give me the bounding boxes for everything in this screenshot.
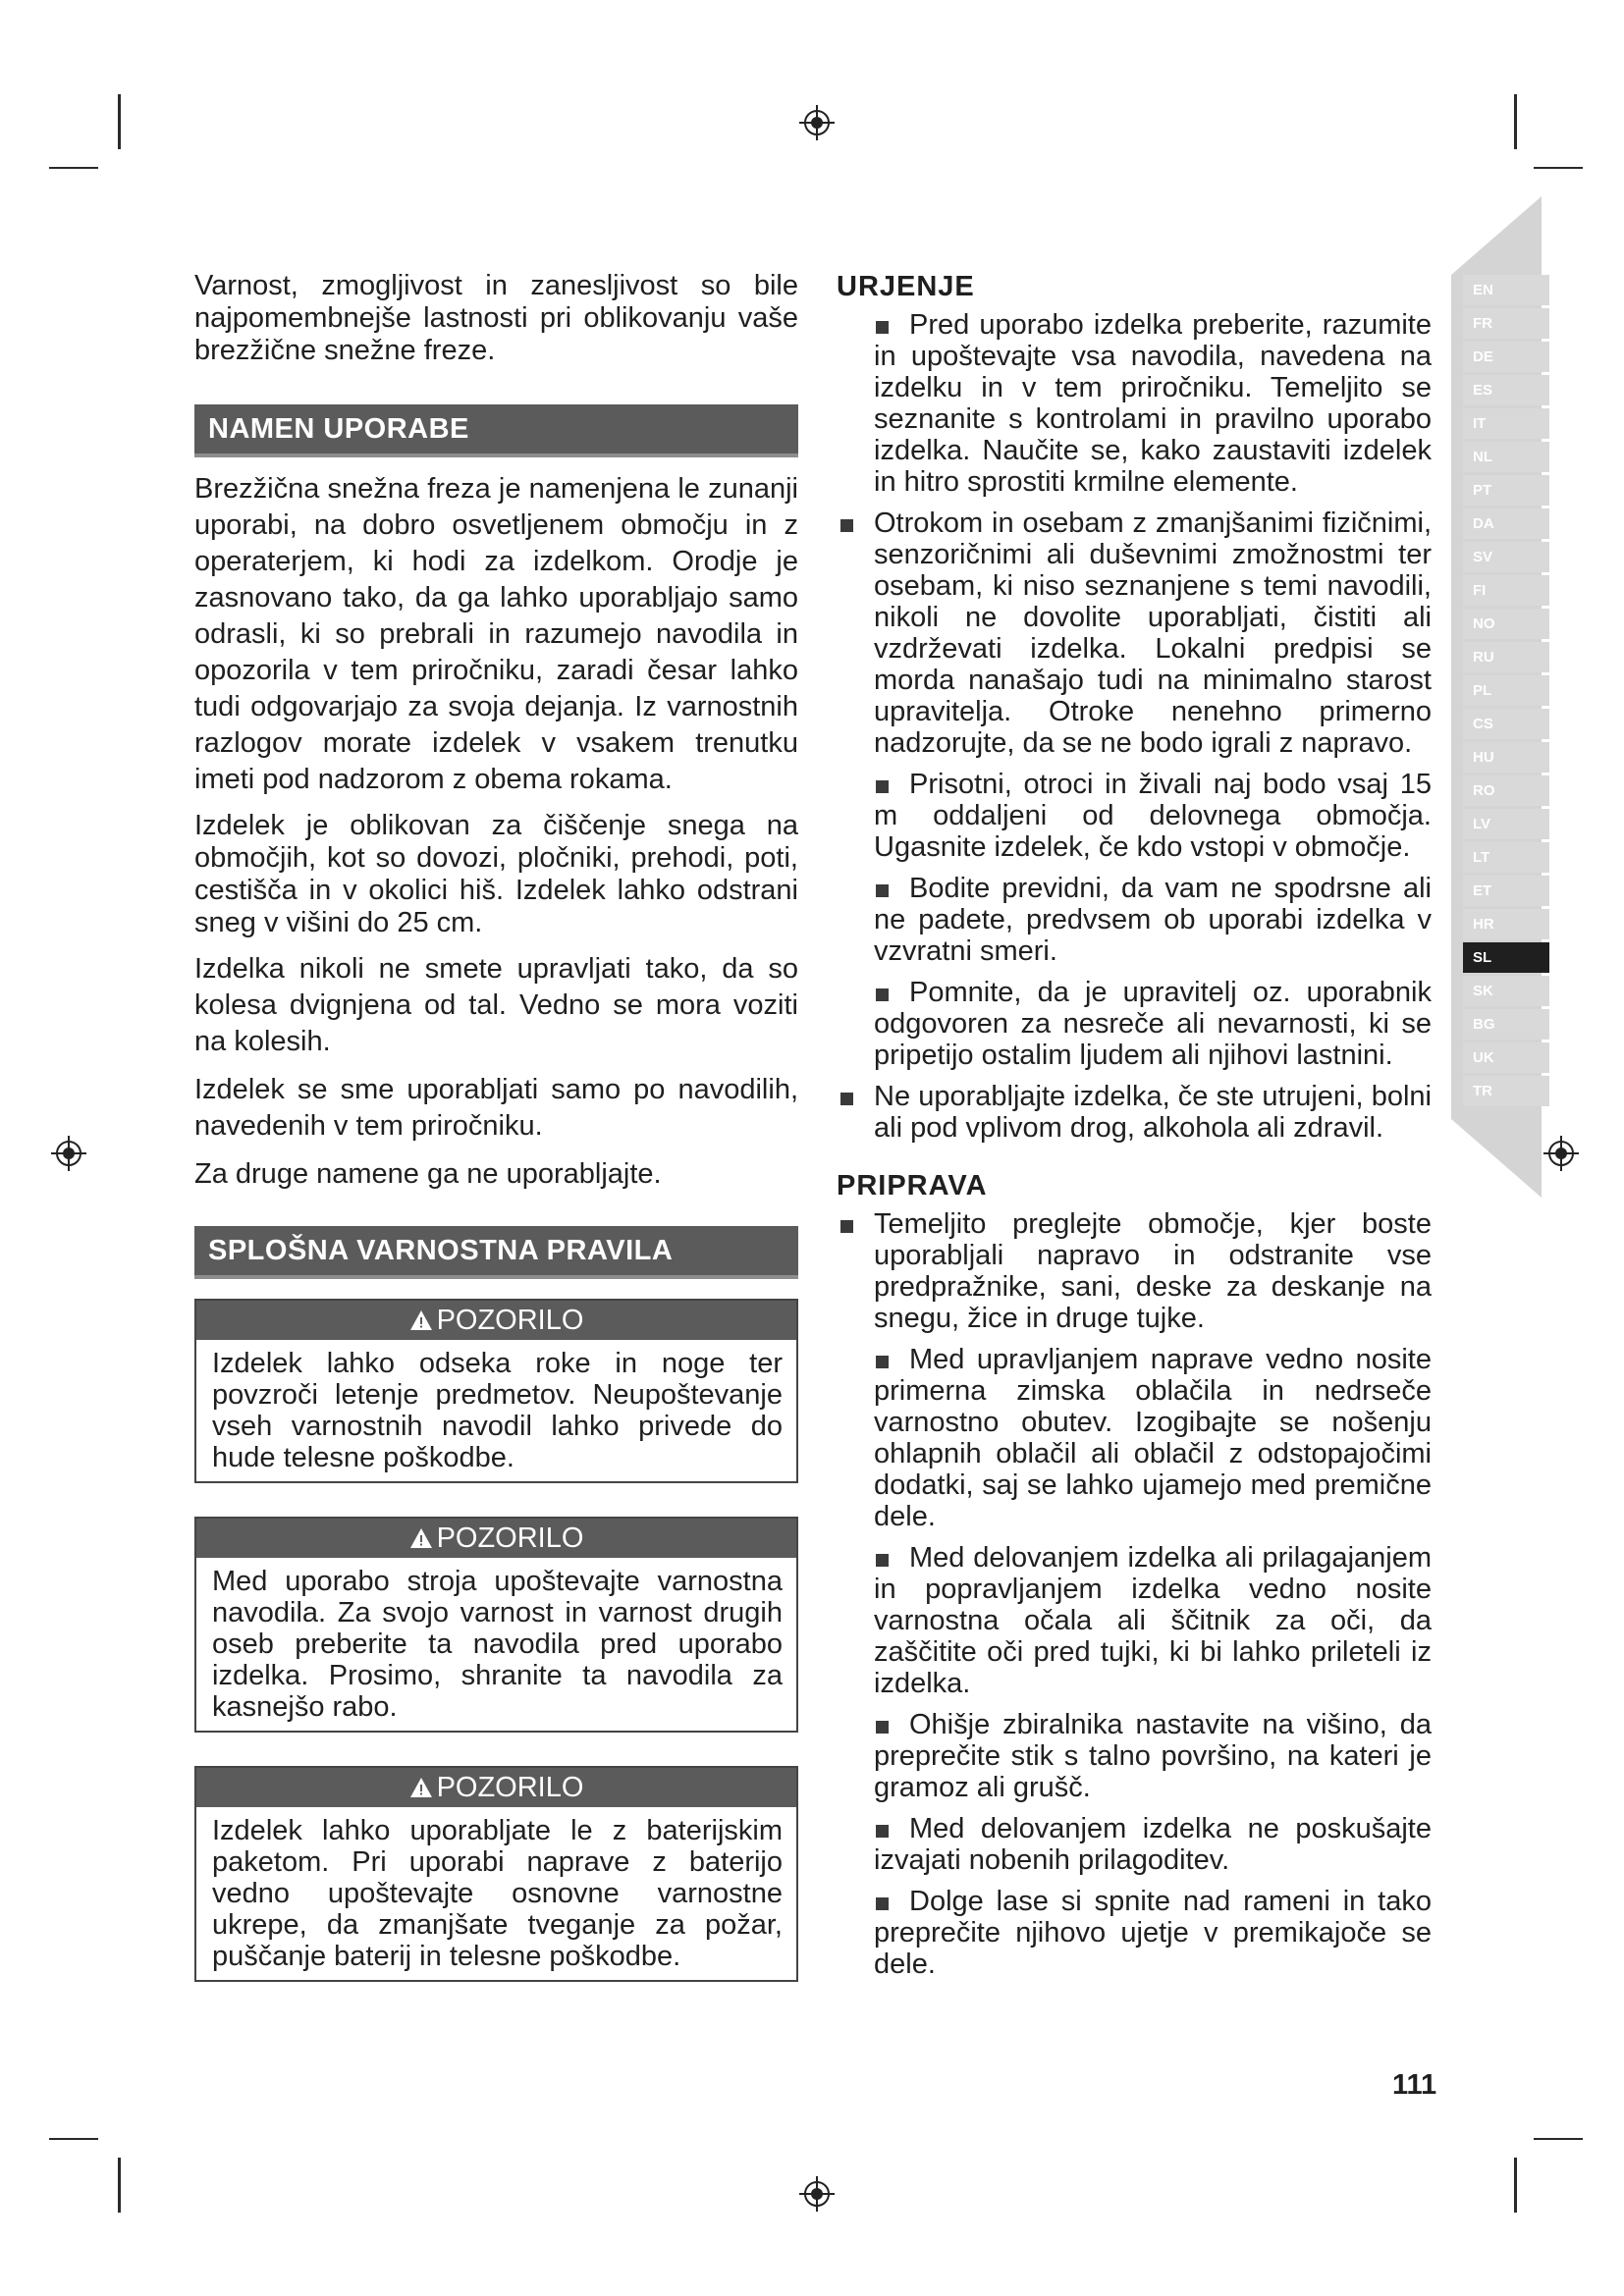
bullet-square-icon [876,1825,889,1838]
language-tab-de[interactable]: DE [1463,342,1549,372]
warning-label: POZORILO [436,1522,584,1554]
list-item [837,1886,1443,1980]
language-tab-it[interactable]: IT [1463,408,1549,439]
language-tab-pl[interactable]: PL [1463,675,1549,706]
crop-mark [1514,2158,1517,2213]
paragraph: Za druge namene ga ne uporabljajte. [194,1158,662,1190]
section-title-namen-uporabe: NAMEN UPORABE [194,404,798,457]
list-item-text: Bodite previdni, da vam ne spodrsne ali ne padete, predvsem ob uporabi izdelka v vzvratni smeri. [874,873,1432,967]
language-tab-lv[interactable]: LV [1463,809,1549,839]
crop-mark [118,2158,121,2213]
paragraph: Brezžična snežna freza je namenjena le zunanji uporabi, na dobro osvetljenem območju in z operaterjem, ki hodi za izdelkom. Orodje je zasnovano tako, da ga lahko uporabljajo samo odrasli, ki so prebrali in razumejo navodila in opozorila v tem priročniku, zaradi česar lahko tudi odgovarjajo za svoja dejanja. Iz varnostnih razlogov morate izdelek v vsakem trenutku imeti pod nadzorom z obema rokama. [194,473,798,795]
warning-header [196,1519,796,1558]
paragraph: Izdelek se sme uporabljati samo po navodilih, navedenih v tem priročniku. [194,1074,798,1142]
list-item [837,507,1443,759]
registration-mark-icon [797,103,837,142]
warning-header [196,1301,796,1340]
crop-mark [118,94,121,149]
language-tab-et[interactable]: ET [1463,876,1549,906]
subheading-urjenje: URJENJE [837,271,975,302]
warning-label: POZORILO [436,1772,584,1803]
crop-mark [49,167,98,169]
warning-box [194,1766,798,1982]
list-item [837,1081,1443,1144]
language-tab-tr[interactable]: TR [1463,1076,1549,1106]
language-tab-bg[interactable]: BG [1463,1009,1549,1040]
bullet-square-icon [840,1093,853,1105]
language-tab-cs[interactable]: CS [1463,709,1549,739]
bullet-square-icon [876,1554,889,1567]
list-item-text: Ohišje zbiralnika nastavite na višino, da preprečite stik s talno površino, na kateri je gramoz ali grušč. [874,1709,1432,1803]
subheading-priprava: PRIPRAVA [837,1170,988,1201]
list-item [837,1813,1443,1876]
warning-box [194,1517,798,1733]
language-tab-sk[interactable]: SK [1463,976,1549,1006]
crop-mark [1534,167,1583,169]
language-tab-pt[interactable]: PT [1463,475,1549,506]
list-item [837,1208,1443,1334]
right-column [837,270,1443,1990]
crop-mark [1514,94,1517,149]
paragraph: Izdelka nikoli ne smete upravljati tako, da so kolesa dvignjena od tal. Vedno se mora voziti na kolesih. [194,953,798,1057]
language-tab-en[interactable]: EN [1463,275,1549,305]
language-tab-sl[interactable]: SL [1463,942,1549,973]
language-tab-lt[interactable]: LT [1463,842,1549,873]
page-number: 111 [1392,2069,1437,2101]
bullet-square-icon [876,1897,889,1910]
registration-mark-icon [49,1134,88,1173]
warning-header [196,1768,796,1807]
list-item-text: Temeljito preglejte območje, kjer boste uporabljali napravo in odstranite vse predpražnike, sani, deske za deskanje na snegu, žice in druge tujke. [874,1208,1432,1334]
language-tab-sv[interactable]: SV [1463,542,1549,572]
language-tab-ru[interactable]: RU [1463,642,1549,672]
language-tab-ro[interactable]: RO [1463,775,1549,806]
language-tab-strip [1463,275,1549,1109]
registration-mark-icon [797,2174,837,2214]
language-tab-hr[interactable]: HR [1463,909,1549,939]
list-item-text: Med delovanjem izdelka ali prilagajanjem in popravljanjem izdelka vedno nosite varnostna očala ali ščitnik za oči, da zaščitite oči pred tujki, ki bi lahko prileteli iz izdelka. [874,1542,1432,1699]
list-item-text: Pomnite, da je upravitelj oz. uporabnik odgovoren za nesreče ali nevarnosti, ki se pripetijo ostalim ljudem ali njihovi lastnini. [874,977,1432,1071]
paragraph: Izdelek je oblikovan za čiščenje snega na območjih, kot so dovozi, pločniki, prehodi, poti, cestišča in v okolici hiš. Izdelek lahko odstrani sneg v višini do 25 cm. [194,810,798,938]
bullet-square-icon [876,321,889,334]
bullet-square-icon [876,884,889,897]
intro-paragraph: Varnost, zmogljivost in zanesljivost so bile najpomembnejše lastnosti pri oblikovanju vaše brezžične snežne freze. [194,270,798,366]
warning-triangle-icon [409,1308,433,1332]
list-item [837,309,1443,498]
list-item-text: Med upravljanjem naprave vedno nosite primerna zimska oblačila in nedrseče varnostno obutev. Izogibajte se nošenju ohlapnih oblačil ali oblačil z odstopajočimi dodatki, saj se lahko ujamejo med premične dele. [874,1344,1432,1532]
warning-label: POZORILO [436,1305,584,1336]
bullet-square-icon [876,1721,889,1734]
list-item-text: Prisotni, otroci in živali naj bodo vsaj 15 m oddaljeni od delovnega območja. Ugasnite izdelek, če kdo vstopi v območje. [874,769,1432,863]
warning-triangle-icon [409,1776,433,1799]
language-tab-uk[interactable]: UK [1463,1042,1549,1073]
bullet-square-icon [876,780,889,793]
list-item [837,977,1443,1071]
bullet-square-icon [876,1356,889,1368]
bullet-square-icon [840,519,853,532]
list-item-text: Pred uporabo izdelka preberite, razumite in upoštevajte vsa navodila, navedena na izdelku in v tem priročniku. Temeljito se seznanite s kontrolami in pravilno uporabo izdelka. Naučite se, kako zaustaviti izdelek in hitro sprostiti krmilne elemente. [874,309,1432,498]
bullet-square-icon [876,988,889,1001]
section-title-splosna-varnostna-pravila: SPLOŠNA VARNOSTNA PRAVILA [194,1226,798,1279]
language-tab-hu[interactable]: HU [1463,742,1549,773]
warning-text: Izdelek lahko odseka roke in noge ter povzroči letenje predmetov. Neupoštevanje vseh varnostnih navodil lahko privede do hude telesne poškodbe. [212,1348,783,1473]
warning-triangle-icon [409,1526,433,1550]
warning-box [194,1299,798,1483]
language-tab-es[interactable]: ES [1463,375,1549,405]
list-item-text: Otrokom in osebam z zmanjšanimi fizičnimi, senzoričnimi ali duševnimi zmožnostmi ter osebam, ki niso seznanjene s temi navodili, nikoli ne dovolite uporabljati, čistiti ali vzdrževati izdelka. Lokalni predpisi se morda nanašajo tudi na minimalno starost upravitelja. Otroke nenehno primerno nadzorujte, da se ne bodo igrali z napravo. [874,507,1432,759]
warning-text: Izdelek lahko uporabljate le z baterijskim paketom. Pri uporabi naprave z baterijo vedno upoštevajte osnovne varnostne ukrepe, da zmanjšate tveganje za požar, puščanje baterij in telesne poškodbe. [212,1815,783,1972]
registration-mark-icon [1542,1134,1581,1173]
warning-text: Med uporabo stroja upoštevajte varnostna navodila. Za svojo varnost in varnost drugih oseb preberite ta navodila pred uporabo izdelka. Prosimo, shranite ta navodila za kasnejšo rabo. [212,1566,783,1723]
crop-mark [49,2138,98,2140]
left-column [194,270,798,2015]
list-item [837,1709,1443,1803]
language-tab-no[interactable]: NO [1463,609,1549,639]
crop-mark [1534,2138,1583,2140]
list-item-text: Dolge lase si spnite nad rameni in tako preprečite njihovo ujetje v premikajoče se dele. [874,1886,1432,1980]
language-tab-fr[interactable]: FR [1463,308,1549,339]
list-item [837,769,1443,863]
list-item [837,1542,1443,1699]
language-tab-nl[interactable]: NL [1463,442,1549,472]
bullet-square-icon [840,1220,853,1233]
list-item [837,1344,1443,1532]
language-tab-fi[interactable]: FI [1463,575,1549,606]
list-item-text: Ne uporabljajte izdelka, če ste utrujeni, bolni ali pod vplivom drog, alkohola ali zdravil. [874,1081,1432,1144]
list-item-text: Med delovanjem izdelka ne poskušajte izvajati nobenih prilagoditev. [874,1813,1432,1876]
list-item [837,873,1443,967]
language-tab-da[interactable]: DA [1463,508,1549,539]
